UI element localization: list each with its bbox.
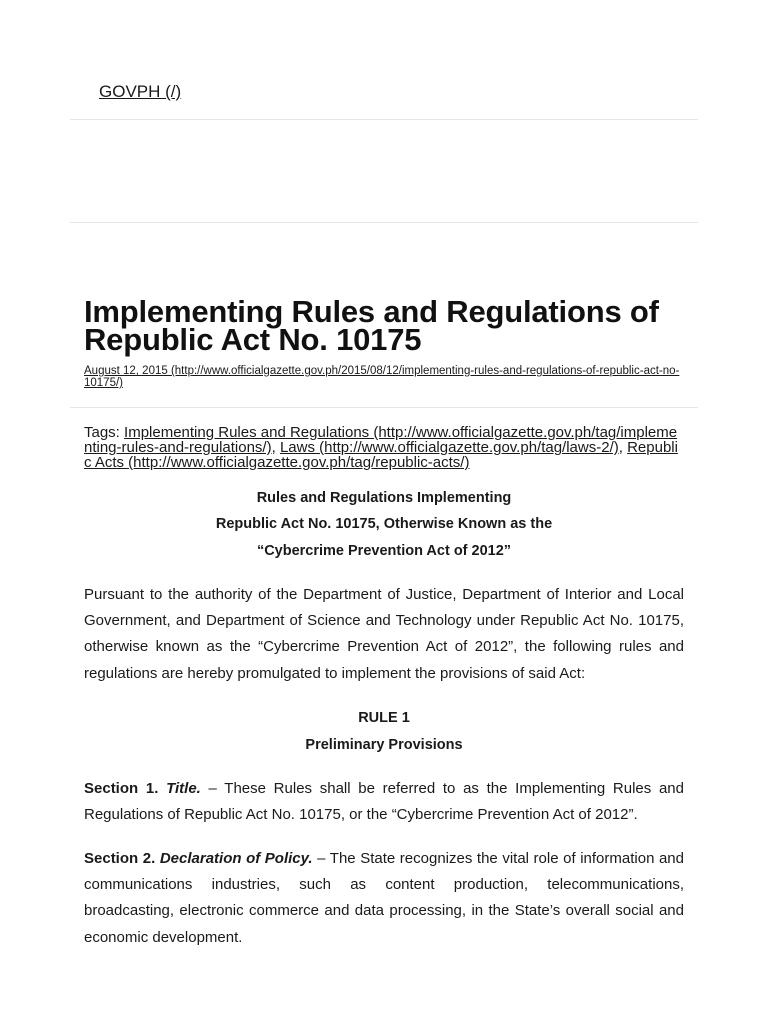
section-2-name: Declaration of Policy. [159,850,313,867]
section-1-label: Section 1. [84,780,159,797]
section-2-text: – The State recognizes the vital role of information and communications industries, such as content production, telecommunications, broadcasting, electronic commerce and data processing, in the State’s overall social and economic development. [84,850,684,946]
section-2-label: Section 2. [84,850,156,867]
rule-title: Preliminary Provisions [305,737,463,753]
tags-line [84,425,684,470]
section-2-paragraph [84,846,684,951]
header-divider [70,119,698,120]
tag-link-irr[interactable]: Implementing Rules and Regulations (http://www.officialgazette.gov.ph/tag/implementing-rules-and-regulations/) [84,424,678,456]
doc-heading-line-2: Republic Act No. 10175, Otherwise Known as the [215,516,553,532]
article-dateline [84,365,684,389]
section-1-text: – These Rules shall be referred to as the Implementing Rules and Regulations of Republic Act No. 10175, or the “Cybercrime Prevention Act of 2012”. [84,780,684,824]
doc-heading-line-1: Rules and Regulations Implementing [256,490,512,506]
doc-heading-line-3: “Cybercrime Prevention Act of 2012” [256,543,512,559]
rule-number: RULE 1 [358,710,410,726]
site-header [99,80,181,104]
banner-divider [70,222,698,223]
govph-link[interactable]: GOVPH (/) [99,82,182,101]
tag-link-republic-acts[interactable]: Republic Acts (http://www.officialgazette.gov.ph/tag/republic-acts/) [84,439,678,471]
section-1-name: Title. [166,780,201,797]
title-divider [70,407,698,408]
tag-separator: , [618,439,628,456]
tag-link-laws[interactable]: Laws (http://www.officialgazette.gov.ph/tag/laws-2/) [279,439,619,456]
intro-paragraph: Pursuant to the authority of the Department of Justice, Department of Interior and Local Government, and Department of Science and Technology under Republic Act No. 10175, otherwise known as the “Cybercrime Prevention Act of 2012”, the following rules and regulations are hereby promulgated to implement the provisions of said Act: [84,586,684,682]
tag-separator: , [271,439,280,456]
date-link[interactable]: August 12, 2015 (http://www.officialgazette.gov.ph/2015/08/12/implementing-rules-and-regulations-of-republic-act-no-10175/) [84,365,680,389]
article-title: Implementing Rules and Regulations of Republic Act No. 10175 [84,294,659,357]
tags-label: Tags: [84,424,125,441]
section-1-paragraph [84,776,684,828]
